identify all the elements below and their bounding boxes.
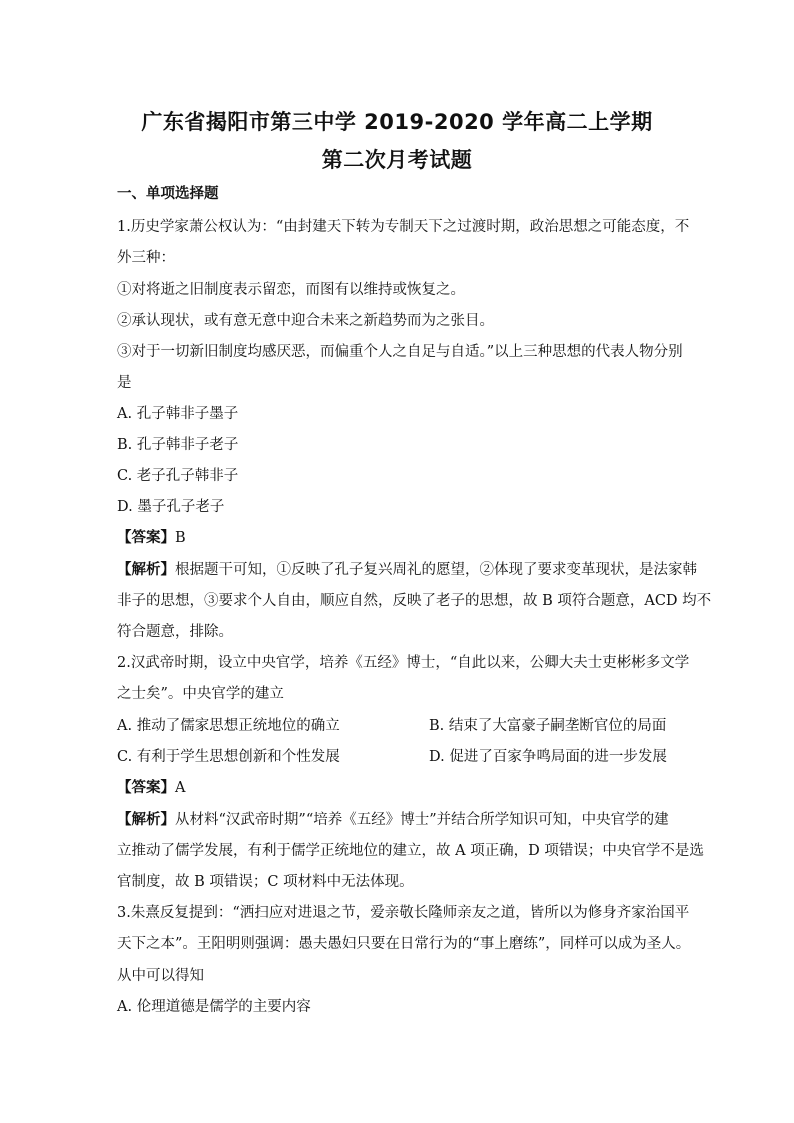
q1-option-b: B. 孔子韩非子老子 xyxy=(117,437,239,453)
section-heading: 一、单项选择题 xyxy=(117,186,219,202)
q2-analysis-line: 立推动了儒学发展，有利于儒学正统地位的建立，故 A 项正确，D 项错误；中央官学不是选 xyxy=(117,843,704,859)
q2-option-a: A. 推动了儒家思想正统地位的确立 xyxy=(117,718,340,734)
q1-item: ②承认现状，或有意无意中迎合未来之新趋势而为之张目。 xyxy=(117,313,494,329)
analysis-text: 从材料“汉武帝时期”“培养《五经》博士”并结合所学知识可知，中央官学的建 xyxy=(175,812,669,828)
document-title: 广东省揭阳市第三中学 2019-2020 学年高二上学期 xyxy=(141,110,653,134)
q2-answer xyxy=(117,778,677,798)
answer-label: 【答案】 xyxy=(117,530,175,546)
q2-analysis-line: 官制度，故 B 项错误；C 项材料中无法体现。 xyxy=(117,874,414,890)
q1-analysis xyxy=(117,560,697,580)
q1-item: ③对于一切新旧制度均感厌恶，而偏重个人之自足与自适。”以上三种思想的代表人物分别 xyxy=(117,344,683,360)
q1-stem-line: 外三种： xyxy=(117,250,175,266)
q2-stem-line: 2.汉武帝时期，设立中央官学，培养《五经》博士，“自此以来，公卿大夫士吏彬彬多文学 xyxy=(117,655,690,671)
answer-value: A xyxy=(175,780,186,796)
q1-stem-line: 1.历史学家萧公权认为：“由封建天下转为专制天下之过渡时期，政治思想之可能态度，不 xyxy=(117,219,690,235)
q1-option-c: C. 老子孔子韩非子 xyxy=(117,468,239,484)
q1-option-a: A. 孔子韩非子墨子 xyxy=(117,406,239,422)
q1-option-d: D. 墨子孔子老子 xyxy=(117,499,225,515)
document-subtitle: 第二次月考试题 xyxy=(321,148,473,172)
answer-value: B xyxy=(175,530,186,546)
q3-stem-line: 3.朱熹反复提到：“洒扫应对进退之节，爱亲敬长隆师亲友之道，皆所以为修身齐家治国平 xyxy=(117,905,690,921)
q1-analysis-line: 符合题意，排除。 xyxy=(117,624,233,640)
q3-stem-line: 天下之本”。王阳明则强调：愚夫愚妇只要在日常行为的“事上磨练”，同样可以成为圣人。 xyxy=(117,936,691,952)
q2-stem-line: 之士矣”。中央官学的建立 xyxy=(117,686,284,702)
q1-item: 是 xyxy=(117,375,132,391)
analysis-label: 【解析】 xyxy=(117,562,175,578)
analysis-text: 根据题干可知，①反映了孔子复兴周礼的愿望，②体现了要求变革现状，是法家韩 xyxy=(175,562,697,578)
q2-analysis xyxy=(117,810,677,830)
q3-stem-line: 从中可以得知 xyxy=(117,968,204,984)
q1-answer xyxy=(117,528,677,548)
answer-label: 【答案】 xyxy=(117,780,175,796)
q3-option-a: A. 伦理道德是儒学的主要内容 xyxy=(117,999,311,1015)
q2-option-d: D. 促进了百家争鸣局面的进一步发展 xyxy=(429,749,667,765)
q2-option-c: C. 有利于学生思想创新和个性发展 xyxy=(117,749,340,765)
analysis-label: 【解析】 xyxy=(117,812,175,828)
q1-analysis-line: 非子的思想，③要求个人自由，顺应自然，反映了老子的思想，故 B 项符合题意，ACD 均不 xyxy=(117,593,712,609)
q1-item: ①对将逝之旧制度表示留恋，而图有以维持或恢复之。 xyxy=(117,282,465,298)
q2-option-b: B. 结束了大富豪子嗣垄断官位的局面 xyxy=(429,718,667,734)
